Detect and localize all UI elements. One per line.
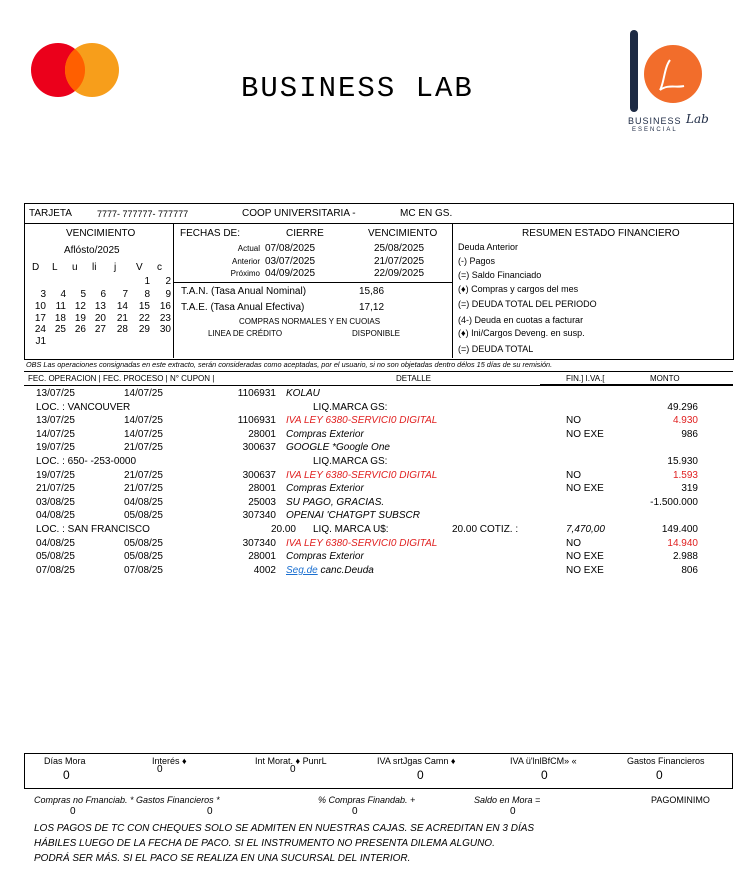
resumen-item: (-) Pagos [458,256,496,266]
calendar-day: 13 [94,301,106,312]
tx-fec-proceso: 21/07/25 [124,483,163,495]
fecha-row-label: Próximo [230,269,260,278]
col-fin-header: FIN.] I.VA.[ [566,374,605,383]
fecha-cierre: 03/07/2025 [265,256,316,267]
calendar-weekday: u [72,262,78,273]
calendar-day: 17 [34,313,46,324]
tx-monto: 49.296 [667,401,698,413]
calendar-day: 9 [165,289,171,300]
tx-detalle: Compras Exterior [286,551,364,563]
tx-fec-proceso: 05/08/25 [124,510,163,522]
fecha-vencimiento: 25/08/2025 [374,243,425,254]
tx-monto: 319 [681,483,698,495]
fecha-cierre: 04/09/2025 [265,268,316,279]
calendar-day: 24 [34,324,46,335]
calendar-day: 27 [94,324,106,335]
footer-col-label: IVA ü'lnlBfCM» « [510,756,577,766]
footer-col-label: Gastos Financieros [627,756,705,766]
tx-fec-operacion: 21/07/25 [36,483,75,495]
tx-cupon: 1106931 [237,415,276,427]
tx-monto: 15.930 [667,456,698,467]
obs-text: OBS Las operaciones consignadas en este extracto, serán consideradas como aceptadas, por el usuario, si no son objetadas dentro délos 15 días de su remisión. [26,360,553,369]
tx-fec-operacion: 13/07/25 [36,388,75,399]
calendar-day: 12 [74,301,86,312]
tx-detalle-link[interactable]: Seg.de [286,564,318,576]
tx-fec-operacion: 13/07/25 [36,415,75,427]
tx-fec-operacion: 07/08/25 [36,564,75,576]
calendar-day: 11 [55,301,66,312]
calendar-weekday: L [52,262,58,273]
calendar-weekday: li [92,262,97,273]
tx-monto: 14.940 [667,537,698,549]
tx-fec-operacion: 19/07/25 [36,442,75,454]
calendar-day: 18 [54,313,66,324]
tx-fec-proceso: 05/08/25 [124,537,163,549]
footer-col-label: IVA srtJgas Camn ♦ [377,756,456,766]
tx-fec-operacion: 14/07/25 [36,428,75,440]
footer-col-value: 0 [541,768,548,782]
tx-detalle: GOOGLE *Google One [286,442,390,454]
card-number: 7777- 777777- 777777 [97,209,189,219]
porc-compras-value: 0 [352,806,358,817]
tx-detalle: IVA LEY 6380-SERVICI0 DIGITAL [286,415,438,427]
footer-col-label: Int Morat. ♦ PunrL [255,756,327,766]
tx-fec-proceso: 07/08/25 [124,564,163,576]
notice-line-2: HÁBILES LUEGO DE LA FECHA DE PACO. SI EL INSTRUMENTO NO PRESENTA DILEMA ALGUNO. [34,838,495,849]
tx-fec-proceso: 14/07/25 [124,415,163,427]
resumen-item: (=) DEUDA TOTAL [458,344,534,354]
footer-col-value: 0 [157,764,163,775]
footer-col-value: 0 [417,768,424,782]
tan-value: 15,86 [359,286,385,297]
tx-cupon: 28001 [248,428,276,440]
tx-fin-iva: NO EXE [566,564,604,576]
tx-cupon: 307340 [242,510,276,522]
logo-script: Lab [686,112,709,126]
card-issuer: COOP UNIVERSITARIA - [242,208,356,219]
fecha-row-label: Anterior [231,257,260,266]
calendar-day: 5 [80,289,86,300]
tx-detalle: OPENAI 'CHATGPT SUBSCR [286,510,420,522]
tx-fin-iva: NO [566,469,581,481]
fecha-vencimiento: 22/09/2025 [374,268,425,279]
calendar-day: 20 [94,313,106,324]
tx-fin-iva: NO [566,537,581,549]
tx-fec-operacion: 05/08/25 [36,551,75,563]
tx-fec-operacion: 03/08/25 [36,496,75,508]
tx-detalle: Compras Exterior [286,483,364,495]
tx-fec-operacion: 19/07/25 [36,469,75,481]
resumen-item: (=) Saldo Financiado [458,270,542,280]
resumen-item: (4-) Deuda en cuotas a facturar [458,315,584,325]
resumen-item: Deuda Anterior [458,242,519,252]
tx-cotiz-value: 7,470,00 [566,524,605,535]
calendar-day: 23 [159,313,171,324]
col-detalle-header: DETALLE [396,374,431,383]
tx-detalle: Compras Exterior [286,428,364,440]
gastos-financieros-value: 0 [207,806,213,817]
resumen-item: (♦) Ini/Cargos Deveng. en susp. [458,328,585,338]
notice-line-1: LOS PAGOS DE TC CON CHEQUES SOLO SE ADMITEN EN NUESTRAS CAJAS. SE ACREDITAN EN 3 DÍAS [34,823,535,834]
tarjeta-label: TARJETA [29,208,72,219]
calendar-day: 16 [159,301,171,312]
tx-monto: 986 [681,428,698,440]
tx-fec-operacion: 04/08/25 [36,510,75,522]
calendar-day: 30 [159,324,171,335]
calendar-day: 14 [116,301,128,312]
mastercard-logo [26,42,124,98]
calendar-day: 15 [138,301,150,312]
resumen-title: RESUMEN ESTADO FINANCIERO [522,228,680,239]
logo-text: BUSINESS [628,116,682,126]
calendar-weekday: c [157,262,162,273]
tx-cupon: 300637 [242,469,276,481]
tan-label: T.A.N. (Tasa Anual Nominal) [181,286,307,297]
tx-monto: -1.500.000 [650,496,698,508]
calendar-weekday: j [114,262,117,273]
tx-cupon: 300637 [242,442,276,454]
footer-col-value: 0 [63,768,70,782]
calendar-day: 25 [54,324,66,335]
tx-liq-label: LIQ.MARCA GS: [313,401,388,413]
saldo-mora-value: 0 [510,806,516,817]
tx-liq-label: LIQ. MARCA U$: [313,524,389,535]
calendar-day: J1 [35,336,46,347]
tx-location: LOC. : VANCOUVER [36,401,131,413]
tae-value: 17,12 [359,302,385,313]
tx-fec-proceso: 14/07/25 [124,428,163,440]
fecha-cierre: 07/08/2025 [265,243,316,254]
linea-credito-label: LINEA DE CRÉDITO [208,329,283,338]
compras-no-financiab-value: 0 [70,806,76,817]
fechas-label: FECHAS DE: [180,228,241,239]
notice-line-3: PODRÁ SER MÁS. SI EL PACO SE REALIZA EN UNA SUCURSAL DEL INTERIOR. [34,853,411,864]
porc-compras-label: % Compras Finandab. + [318,795,416,805]
tx-liq-label: LIQ.MARCA GS: [313,456,388,467]
calendar-day: 29 [138,324,150,335]
tx-fec-operacion: 04/08/25 [36,537,75,549]
saldo-mora-label: Saldo en Mora = [474,795,541,805]
calendar-day: 1 [144,276,150,287]
tx-detalle: IVA LEY 6380-SERVICI0 DIGITAL [286,469,438,481]
tx-fec-proceso: 21/07/25 [124,469,163,481]
compras-label: COMPRAS NORMALES Y EN CUOIAS [239,317,381,326]
tx-detalle: IVA LEY 6380-SERVICI0 DIGITAL [286,537,438,549]
vencimiento-title: VENCIMIENTO [66,228,136,239]
calendar-day: 19 [74,313,86,324]
calendar-day: 22 [138,313,150,324]
tx-detalle: Seg.de canc.Deuda [286,564,374,576]
footer-col-label: Interés ♦ [152,756,187,766]
tx-cupon: 28001 [248,551,276,563]
calendar-day: 4 [60,289,66,300]
tx-fec-proceso: 04/08/25 [124,496,163,508]
calendar-weekday: V [136,262,143,273]
resumen-item: (♦) Compras y cargos del mes [458,284,579,294]
tx-fin-iva: NO [566,415,581,427]
resumen-item: (=) DEUDA TOTAL DEL PERIODO [458,299,597,309]
tx-fec-proceso: 14/07/25 [124,388,163,399]
tx-cupon: 4002 [253,564,276,576]
tx-fec-proceso: 05/08/25 [124,551,163,563]
calendar-day: 10 [34,301,46,312]
cierre-label: CIERRE [286,228,324,239]
col-left-header: FEC. OPERACION | FEC. PROCESO | N° CUPON | [28,374,215,383]
tx-cupon: 25003 [248,496,276,508]
fecha-vencimiento: 21/07/2025 [374,256,425,267]
tx-cupon: 307340 [242,537,276,549]
calendar-day: 21 [116,313,128,324]
tx-monto: 149.400 [661,524,698,535]
tx-cotiz: 20.00 COTIZ. : [452,524,519,535]
tx-monto: 806 [681,564,698,576]
footer-col-label: Días Mora [44,756,86,766]
calendar-weekday: D [32,262,40,273]
tx-detalle: KOLAU [286,388,320,399]
compras-no-financiab-label: Compras no Fmanciab. * Gastos Financieros * [34,795,220,805]
calendar-day: 7 [122,289,128,300]
footer-col-value: 0 [290,764,296,775]
tae-label: T.A.E. (Tasa Anual Efectiva) [181,302,305,313]
tx-cupon: 1106931 [237,388,276,399]
tx-fin-iva: NO EXE [566,428,604,440]
tx-cupon: 20.00 [270,524,296,535]
tx-monto: 4.930 [672,415,698,427]
tx-location: LOC. : SAN FRANCISCO [36,524,150,535]
calendar-day: 8 [144,289,150,300]
tx-cupon: 28001 [248,483,276,495]
vencimiento-month: Aflósto/2025 [64,245,120,256]
footer-col-value: 0 [656,768,663,782]
disponible-label: DISPONIBLE [352,329,401,338]
tx-fin-iva: NO EXE [566,551,604,563]
pago-minimo-label: PAGOMINIMO [651,795,710,805]
tx-location: LOC. : 650- -253-0000 [36,456,137,467]
calendar-day: 26 [74,324,86,335]
vencimiento-col-label: VENCIMIENTO [368,228,438,239]
calendar-day: 6 [100,289,106,300]
business-lab-logo [620,28,720,138]
tx-monto: 1.593 [672,469,698,481]
calendar-day: 28 [116,324,128,335]
tx-fec-proceso: 21/07/25 [124,442,163,454]
logo-subtext: ESENCIAL [632,127,678,133]
calendar-day: 3 [40,289,46,300]
tx-fin-iva: NO EXE [566,483,604,495]
page-title: BUSINESS LAB [241,72,474,105]
fecha-row-label: Actual [237,244,260,253]
calendar-day: 2 [165,276,171,287]
tx-monto: 2.988 [672,551,698,563]
card-currency: MC EN GS. [400,208,453,219]
col-monto-header: MONTO [650,374,680,383]
tx-detalle: SU PAGO, GRACIAS. [286,496,385,508]
